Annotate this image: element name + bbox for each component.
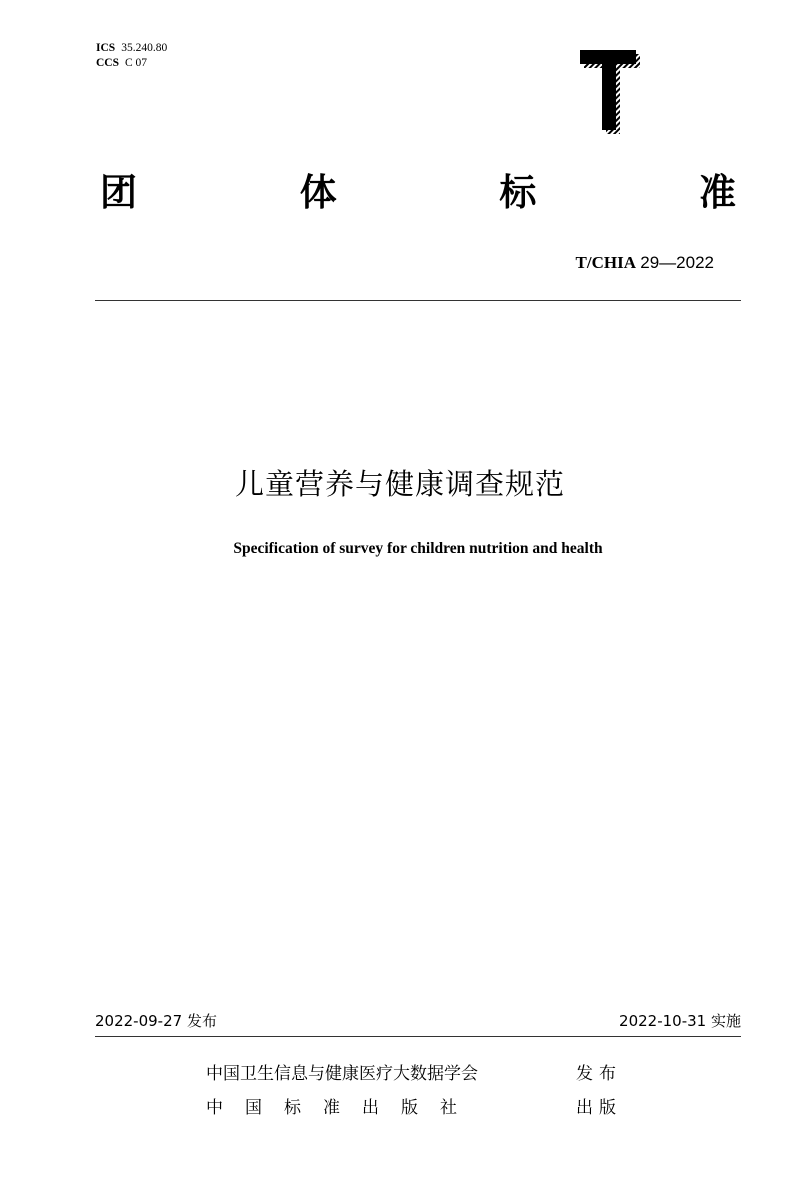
standard-number (576, 252, 714, 274)
release-date: 2022-09-27 发布 (95, 1012, 217, 1030)
ccs-label: CCS (96, 57, 120, 69)
ccs-value: C 07 (125, 57, 148, 69)
t-standard-logo-icon (578, 50, 642, 136)
ics-code (96, 41, 167, 55)
ics-label: ICS (96, 42, 116, 54)
title-english: Specification of survey for children nutrition and health (233, 540, 603, 557)
implement-date: 2022-10-31 实施 (619, 1012, 741, 1030)
top-divider (95, 300, 741, 301)
standard-type-char: 体 (299, 171, 337, 214)
standard-type-char: 团 (100, 171, 137, 214)
press-action: 出版 (576, 1098, 622, 1118)
publisher-line (206, 1062, 622, 1086)
publisher-action: 发布 (576, 1064, 622, 1084)
standard-type-char: 准 (698, 171, 736, 214)
ccs-code (96, 56, 147, 70)
title-chinese: 儿童营养与健康调查规范 (234, 467, 565, 501)
press-name: 中国标准出版社 (206, 1098, 479, 1118)
standard-number-value: 29—2022 (640, 253, 714, 272)
standard-number-prefix: T/CHIA (575, 253, 637, 272)
publisher-name: 中国卫生信息与健康医疗大数据学会 (206, 1064, 478, 1084)
standard-type-heading (100, 168, 736, 218)
bottom-divider (95, 1036, 741, 1037)
press-line (206, 1096, 622, 1120)
standard-type-char: 标 (499, 171, 537, 214)
ics-value: 35.240.80 (121, 42, 168, 54)
